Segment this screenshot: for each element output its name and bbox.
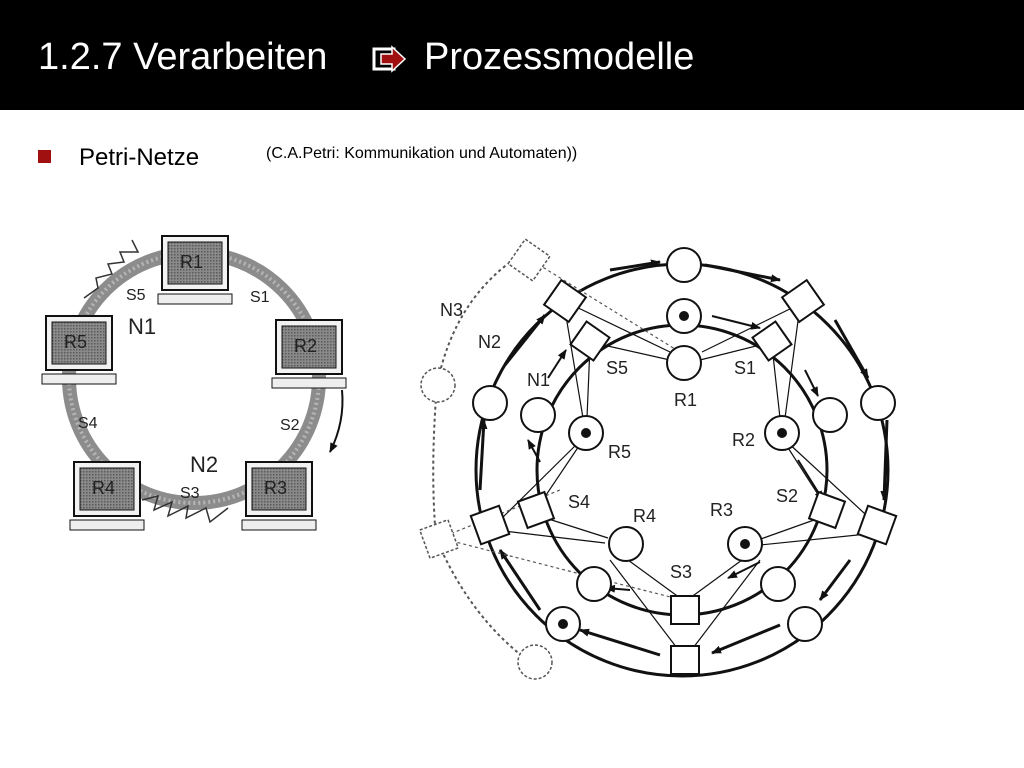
pn-resource-r1-label: R1 — [674, 390, 698, 410]
transition-s5-inner — [571, 322, 610, 361]
network-n1-label: N1 — [128, 314, 157, 339]
computer-r2-label: R2 — [294, 336, 318, 356]
place-outer-top — [667, 248, 701, 282]
place-outer-left — [473, 386, 507, 420]
transition-s3-inner — [671, 596, 699, 624]
transition-s4-outer — [471, 506, 509, 544]
petri-net-diagram — [420, 239, 896, 679]
direction-arrow — [330, 390, 343, 452]
place-inner-bottom-left — [577, 567, 611, 601]
pn-resource-r3-label: R3 — [710, 500, 734, 520]
place-n3-bottom — [518, 645, 552, 679]
transition-s2-inner — [809, 492, 845, 528]
pn-segment-s3-label: S3 — [670, 562, 693, 582]
pn-resource-r2-label: R2 — [732, 430, 756, 450]
place-inner-r1 — [667, 346, 701, 380]
pn-resource-r5-label: R5 — [608, 442, 632, 462]
page-title: 1.2.7 Verarbeiten — [38, 36, 328, 78]
pn-resource-r4-label: R4 — [633, 506, 657, 526]
pn-segment-s2-label: S2 — [776, 486, 799, 506]
place-inner-left — [521, 398, 555, 432]
pn-segment-s4-label: S4 — [568, 492, 591, 512]
citation: (C.A.Petri: Kommunikation und Automaten)) — [266, 145, 578, 162]
page-subtitle: Prozessmodelle — [424, 36, 695, 78]
transition-n3-left — [420, 520, 458, 558]
place-n3-left — [421, 368, 455, 402]
place-outer-right — [861, 386, 895, 420]
pn-segment-s1-label: S1 — [734, 358, 757, 378]
bullet-icon — [38, 150, 51, 163]
segment-s5-label: S5 — [126, 287, 146, 304]
arrow-right-boxed-icon — [372, 44, 408, 74]
place-inner-bottom-right — [761, 567, 795, 601]
segment-s1-label: S1 — [250, 289, 270, 306]
transition-n3-top — [508, 239, 550, 281]
segment-s4-label: S4 — [78, 415, 98, 432]
computer-r4-label: R4 — [92, 478, 116, 498]
title-bar — [0, 0, 1024, 110]
petri-net-figure — [0, 200, 1024, 680]
computer-r2 — [272, 320, 346, 388]
pn-network-n2-label: N2 — [478, 332, 502, 352]
segment-s2-label: S2 — [280, 417, 300, 434]
computer-r5 — [42, 316, 116, 384]
pn-network-n3-label: N3 — [440, 300, 464, 320]
computer-r1-label: R1 — [180, 252, 204, 272]
transition-s2-outer — [858, 506, 896, 544]
place-r4 — [609, 527, 643, 561]
pn-network-n1-label: N1 — [527, 370, 551, 390]
transition-s5-outer — [544, 280, 586, 322]
place-inner-right — [813, 398, 847, 432]
transition-s3-outer — [671, 646, 699, 674]
place-outer-bottom-right — [788, 607, 822, 641]
pn-segment-s5-label: S5 — [606, 358, 629, 378]
computer-r1 — [158, 236, 232, 304]
network-n2-label: N2 — [190, 452, 219, 477]
computer-r3 — [242, 462, 316, 530]
segment-s3-label: S3 — [180, 485, 200, 502]
computer-r3-label: R3 — [264, 478, 288, 498]
computer-r4 — [70, 462, 144, 530]
bullet-label: Petri-Netze — [79, 144, 200, 171]
computer-ring-diagram — [42, 236, 346, 530]
computer-r5-label: R5 — [64, 332, 88, 352]
